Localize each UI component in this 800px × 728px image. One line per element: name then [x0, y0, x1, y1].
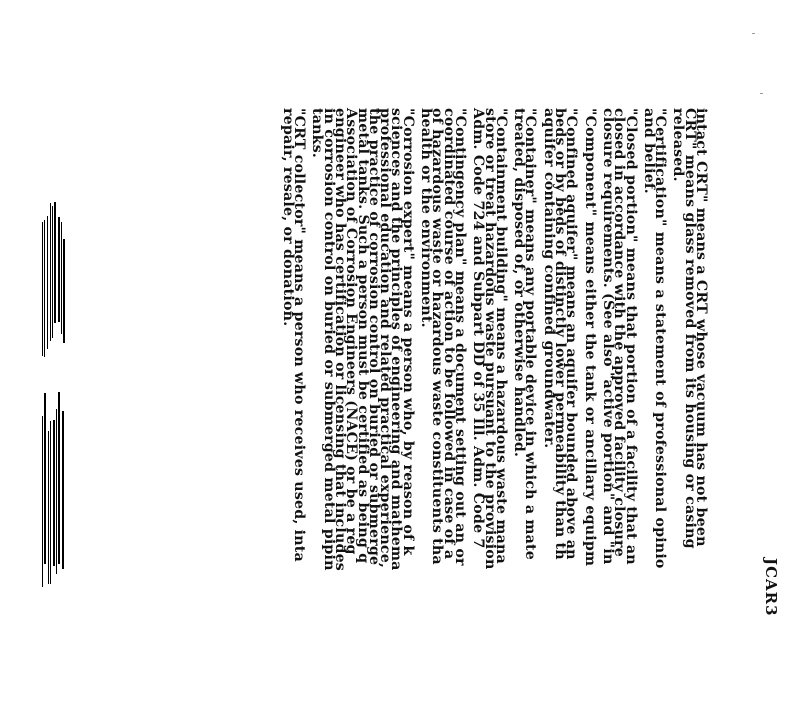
barcode-bar	[52, 206, 53, 338]
definition-paragraph	[581, 108, 598, 728]
text-line: Association of Corrosion Engineers (NACE) or be a reg	[343, 108, 360, 555]
definition-paragraph	[470, 108, 509, 728]
text-line: "Containment building" means a hazardous waste mana	[492, 108, 509, 564]
barcode-bar	[42, 222, 43, 356]
text-line: professional education and related practical experience,	[377, 108, 394, 569]
text-line: "Corrosion expert" means a person who, by reason of k	[399, 108, 416, 556]
barcode-bottom	[42, 392, 64, 587]
definition-paragraph	[309, 108, 416, 728]
barcode-bar	[63, 239, 65, 343]
definition-paragraph	[540, 108, 580, 728]
text-line: health or the environment.	[418, 108, 435, 328]
text-line: beds or by beds of distinctly lower permeability than th	[552, 108, 569, 560]
text-line: treated, disposed of, or otherwise handled.	[511, 108, 528, 458]
text-line: "Contingency plan" means a document setting out an or	[451, 108, 468, 566]
barcode-bar	[56, 409, 57, 574]
barcode-bar	[58, 392, 60, 564]
barcode-bar	[53, 420, 55, 566]
definition-paragraph	[511, 108, 539, 728]
text-line: store or treat hazardous waste pursuant to the provision	[481, 108, 498, 570]
barcode-top	[42, 202, 65, 357]
barcode-bar	[47, 216, 48, 349]
text-line: engineer who has certification or licensing that includes	[331, 108, 348, 571]
barcode-bar	[44, 220, 45, 357]
text-line: "Confined aquifer" means an aquifer bounded above an	[563, 108, 580, 560]
text-line: intact CRT" means a CRT whose vacuum has not been	[693, 108, 709, 547]
text-line: Adm. Code 724 and Subpart DD of 35 Ill. Adm. Code 7	[470, 108, 487, 549]
text-line: released.	[670, 108, 687, 182]
text-line: closure requirements. (See also "active portion" and "in	[599, 108, 616, 565]
barcode-bar	[42, 416, 43, 587]
barcode-bar	[50, 203, 51, 341]
barcode-bar	[61, 222, 62, 334]
text-line: in corrosion control on buried or submerged metal pipin	[320, 108, 337, 571]
barcode-bar	[58, 217, 60, 322]
definition-paragraph	[599, 108, 639, 728]
definitions-text-block	[176, 108, 709, 728]
text-line: closed in accordance with the approved facility closure	[611, 108, 628, 557]
definition-paragraph	[640, 108, 669, 728]
text-line: of hazardous waste or hazardous waste constituents tha	[429, 108, 446, 565]
text-line: "Closed portion" means that portion of a facility that an	[622, 108, 639, 565]
scan-speck	[752, 33, 755, 34]
barcode-bar	[48, 431, 49, 584]
text-line: aquifer containing confined groundwater.	[540, 108, 557, 449]
definition-paragraph	[418, 108, 468, 728]
text-line: the practice of corrosion control on buried or submerge	[365, 108, 382, 566]
text-line: tanks.	[309, 108, 326, 159]
page-header-code: JCAR3	[762, 558, 780, 617]
text-line: sciences and the principles of engineering and mathema	[388, 108, 405, 571]
text-line: "Component" means either the tank or ancillary equipm	[581, 108, 598, 567]
text-line: metal tanks. Such a person must be certified as being q	[354, 108, 371, 564]
barcode-graphic	[0, 0, 80, 618]
text-line: CRT" means glass removed from its housing or casing	[681, 108, 698, 549]
barcode-bar	[44, 393, 46, 564]
barcode-bar	[54, 202, 56, 323]
text-line: "CRT collector" means a person who receives used, inta	[291, 108, 308, 562]
text-line: and belief.	[640, 108, 657, 194]
barcode-bar	[62, 411, 64, 569]
definition-paragraph	[279, 108, 308, 728]
scan-speck	[760, 93, 763, 94]
text-line: repair, resale, or donation.	[279, 108, 296, 327]
text-line: "Container" means any portable device in which a mate	[522, 108, 539, 560]
text-line: "Certification" means a statement of professional opinio	[652, 108, 669, 569]
barcode-bar	[50, 421, 51, 584]
definition-paragraph	[670, 108, 709, 728]
text-line: coordinated course of action to be followed in case of a	[440, 108, 457, 560]
